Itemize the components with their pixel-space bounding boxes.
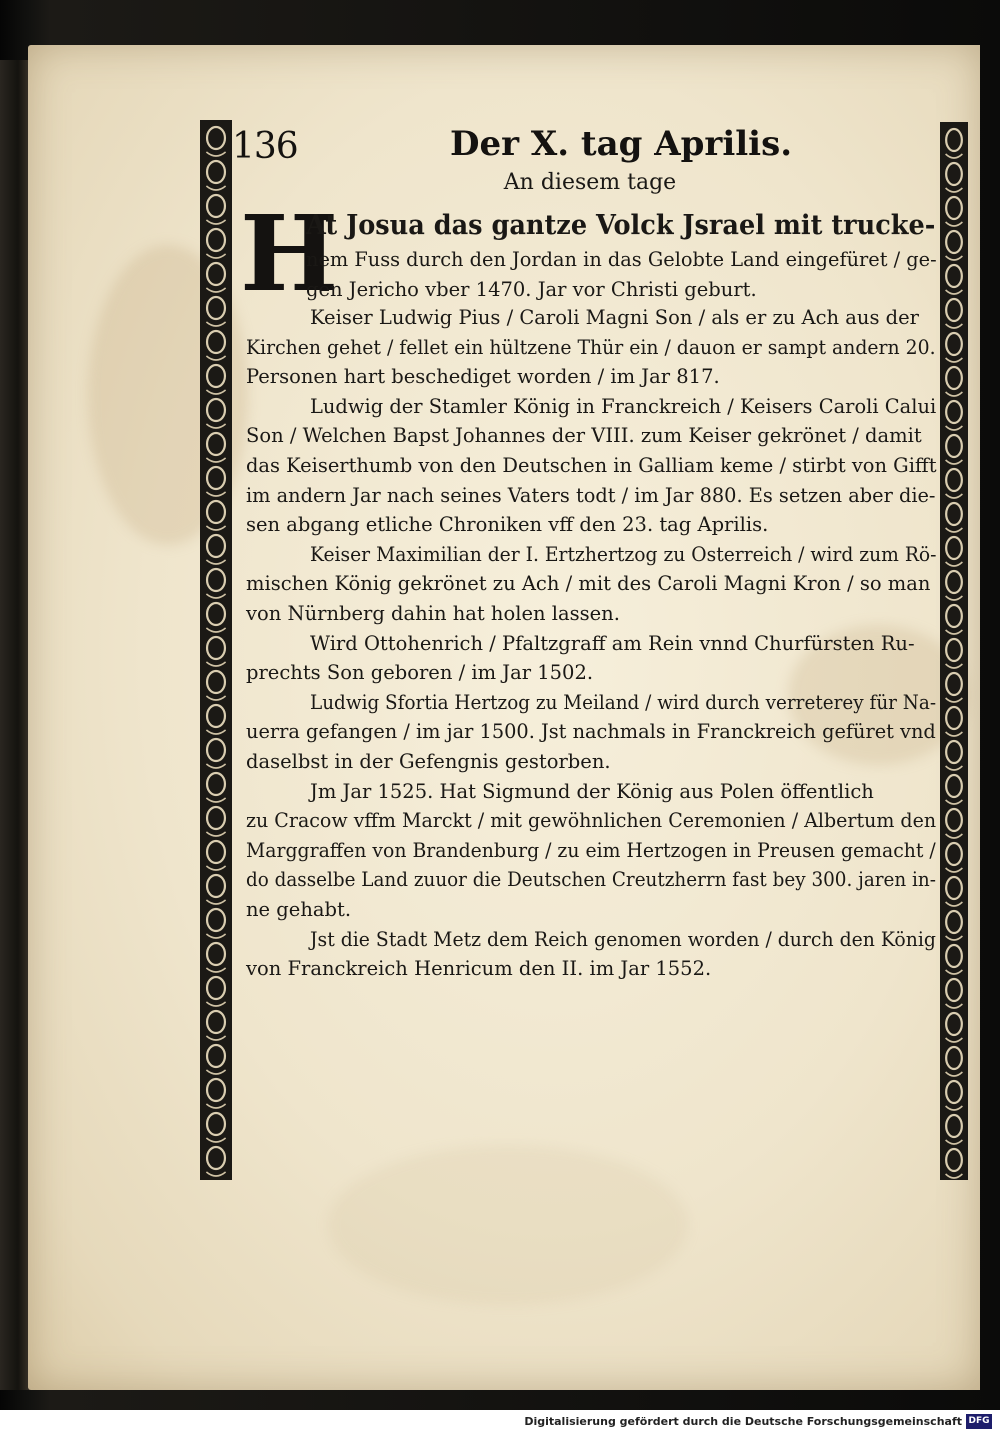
text-line: das Keiserthumb von den Deutschen in Galliam keme / stirbt von Gifft <box>246 454 937 477</box>
text-line: Jm Jar 1525. Hat Sigmund der König aus Polen öffentlich <box>310 780 874 803</box>
text-line: do dasselbe Land zuuor die Deutschen Creutzherrn fast bey 300. jaren in- <box>246 868 936 891</box>
page-number: 136 <box>232 126 298 167</box>
text-line: Personen hart beschediget worden / im Jar 817. <box>246 365 720 388</box>
decorated-initial: H <box>240 192 339 315</box>
border-band <box>940 122 968 1180</box>
text-line: Son / Welchen Bapst Johannes der VIII. zum Keiser gekrönet / damit <box>246 424 922 447</box>
text-line: Keiser Maximilian der I. Ertzhertzog zu Osterreich / wird zum Rö- <box>310 543 937 566</box>
ornamental-border-right <box>940 122 968 1180</box>
subheading: An diesem tage <box>503 170 677 195</box>
text-line: nem Fuss durch den Jordan in das Gelobte Land eingefüret / ge- <box>306 248 937 271</box>
text-line: Kirchen gehet / fellet ein hültzene Thür ein / dauon er sampt andern 20. <box>246 336 936 359</box>
book-spine-shadow <box>0 60 30 1390</box>
footer-bar <box>0 1410 1000 1434</box>
ornamental-border-left <box>200 120 232 1180</box>
text-line: Marggraffen von Brandenburg / zu eim Hertzogen in Preusen gemacht / <box>246 839 936 862</box>
text-line: zu Cracow vffm Marckt / mit gewöhnlichen Ceremonien / Albertum den <box>246 809 937 832</box>
border-band <box>200 120 232 1180</box>
text-line: mischen König gekrönet zu Ach / mit des Caroli Magni Kron / so man <box>246 572 931 595</box>
text-line: sen abgang etliche Chroniken vff den 23. tag Aprilis. <box>246 513 769 536</box>
text-line: prechts Son geboren / im Jar 1502. <box>246 661 594 684</box>
text-line: ne gehabt. <box>246 898 352 921</box>
dfg-logo: DFG <box>966 1414 992 1429</box>
text-line: Wird Ottohenrich / Pfaltzgraff am Rein vnnd Churfürsten Ru- <box>310 632 915 655</box>
text-line: gen Jericho vber 1470. Jar vor Christi geburt. <box>306 278 757 301</box>
running-head: Der X. tag Aprilis. <box>450 124 793 164</box>
text-line: At Josua das gantze Volck Jsrael mit trucke- <box>306 210 936 241</box>
text-line: von Franckreich Henricum den II. im Jar 1552. <box>246 957 712 980</box>
funding-credit: Digitalisierung gefördert durch die Deutsche Forschungsgemeinschaft <box>524 1415 962 1428</box>
book-page <box>28 45 980 1390</box>
text-line: Ludwig Sfortia Hertzog zu Meiland / wird durch verreterey für Na- <box>310 691 937 714</box>
text-line: uerra gefangen / im jar 1500. Jst nachmals in Franckreich gefüret vnd <box>246 720 936 743</box>
text-line: Ludwig der Stamler König in Franckreich / Keisers Caroli Calui <box>310 395 937 418</box>
text-line: Keiser Ludwig Pius / Caroli Magni Son / als er zu Ach aus der <box>310 306 920 329</box>
text-line: daselbst in der Gefengnis gestorben. <box>246 750 611 773</box>
paper-stain <box>328 1145 688 1305</box>
text-line: Jst die Stadt Metz dem Reich genomen worden / durch den König <box>310 928 936 951</box>
text-line: im andern Jar nach seines Vaters todt / im Jar 880. Es setzen aber die- <box>246 484 936 507</box>
text-line: von Nürnberg dahin hat holen lassen. <box>246 602 620 625</box>
